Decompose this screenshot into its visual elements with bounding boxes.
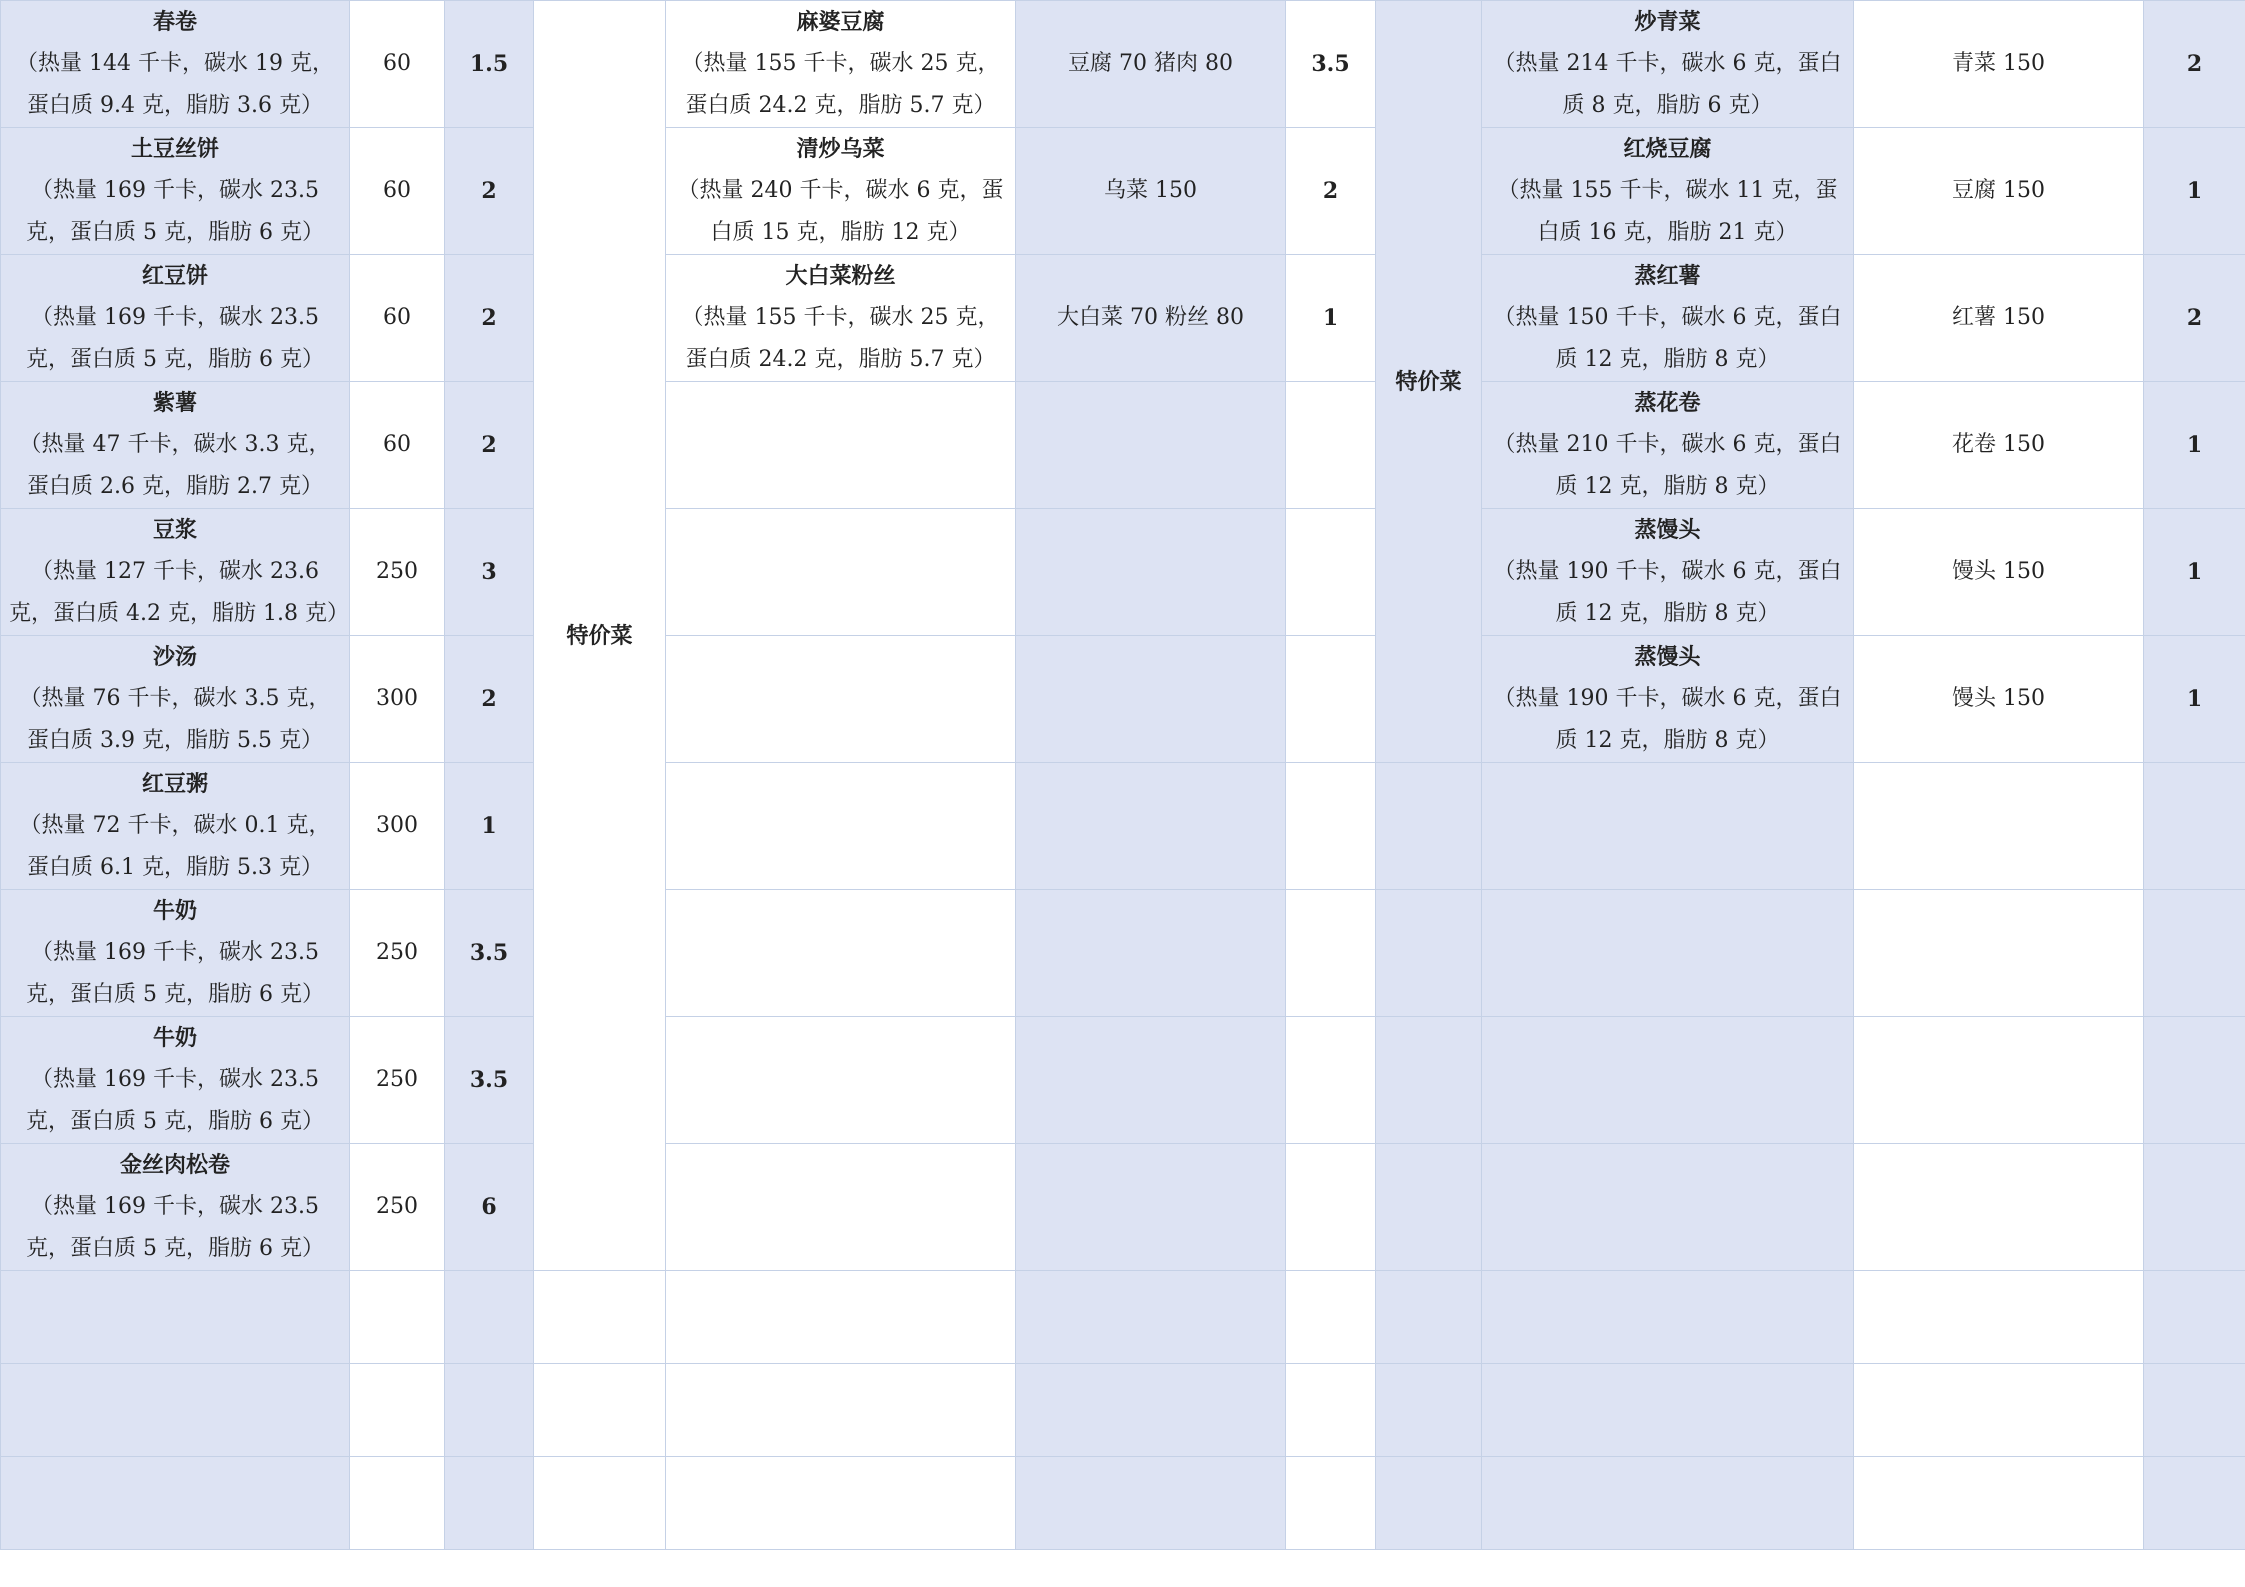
empty-cell: [2144, 1144, 2245, 1271]
dish-nutrition: （热量 76 千卡，碳水 3.5 克，蛋白质 3.9 克，脂肪 5.5 克）: [19, 686, 331, 753]
col1-price: 2: [445, 382, 534, 509]
dish-nutrition: （热量 155 千卡，碳水 25 克，蛋白质 24.2 克，脂肪 5.7 克）: [681, 51, 1000, 118]
empty-cell: [666, 1271, 1016, 1364]
col3-dish-cell: [1482, 509, 1854, 636]
menu-row: [1, 382, 2245, 509]
empty-cell: [1286, 509, 1376, 636]
dish-name: 炒青菜: [1634, 9, 1701, 35]
dish-name: 大白菜粉丝: [785, 263, 896, 289]
dish-name: 蒸馒头: [1634, 517, 1701, 543]
empty-cell: [1286, 763, 1376, 890]
empty-cell: [1376, 1271, 1482, 1364]
dish-name: 红豆粥: [141, 771, 208, 797]
col1-dish-cell: [1, 1017, 350, 1144]
empty-cell: [1854, 1457, 2144, 1550]
col2-price: 3.5: [1286, 1, 1376, 128]
menu-row: [1, 509, 2245, 636]
col1-qty: 60: [350, 128, 445, 255]
col3-ingredients: 青菜 150: [1854, 1, 2144, 128]
dish-nutrition: （热量 190 千卡，碳水 6 克，蛋白质 12 克，脂肪 8 克）: [1493, 559, 1842, 626]
col3-dish-cell: [1482, 636, 1854, 763]
col1-price: 1.5: [445, 1, 534, 128]
menu-row: [1, 1364, 2245, 1457]
col1-dish-cell: [1, 509, 350, 636]
col1-qty: 250: [350, 1144, 445, 1271]
dish-name: 红豆饼: [141, 263, 208, 289]
empty-cell: [666, 509, 1016, 636]
empty-cell: [1, 1364, 350, 1457]
empty-cell: [350, 1271, 445, 1364]
dish-name: 蒸红薯: [1634, 263, 1701, 289]
dish-name: 春卷: [152, 9, 197, 35]
empty-cell: [1286, 1017, 1376, 1144]
empty-cell: [350, 1457, 445, 1550]
dish-name: 麻婆豆腐: [796, 9, 885, 35]
dish-nutrition: （热量 150 千卡，碳水 6 克，蛋白质 12 克，脂肪 8 克）: [1493, 305, 1842, 372]
col3-dish-cell: [1482, 128, 1854, 255]
dish-nutrition: （热量 169 千卡，碳水 23.5 克，蛋白质 5 克，脂肪 6 克）: [26, 178, 324, 245]
empty-cell: [666, 763, 1016, 890]
col1-price: 3.5: [445, 1017, 534, 1144]
empty-cell: [1482, 1144, 1854, 1271]
empty-cell: [1, 1457, 350, 1550]
empty-cell: [445, 1271, 534, 1364]
empty-cell: [666, 382, 1016, 509]
empty-cell: [666, 1364, 1016, 1457]
empty-cell: [1016, 1017, 1286, 1144]
dish-nutrition: （热量 144 千卡，碳水 19 克，蛋白质 9.4 克，脂肪 3.6 克）: [16, 51, 334, 118]
empty-cell: [1016, 763, 1286, 890]
col3-ingredients: 馒头 150: [1854, 636, 2144, 763]
col1-dish-cell: [1, 128, 350, 255]
menu-row: [1, 763, 2245, 890]
empty-cell: [2144, 763, 2245, 890]
col3-price: 1: [2144, 128, 2245, 255]
col1-price: 6: [445, 1144, 534, 1271]
col2-dish-cell: [666, 1, 1016, 128]
col3-price: 2: [2144, 255, 2245, 382]
dish-name: 豆浆: [152, 517, 197, 543]
empty-cell: [534, 1364, 666, 1457]
empty-cell: [1286, 1364, 1376, 1457]
dish-nutrition: （热量 155 千卡，碳水 25 克，蛋白质 24.2 克，脂肪 5.7 克）: [681, 305, 1000, 372]
col1-dish-cell: [1, 1, 350, 128]
col3-dish-cell: [1482, 255, 1854, 382]
dish-name: 紫薯: [152, 390, 197, 416]
col1-qty: 250: [350, 509, 445, 636]
empty-cell: [1016, 636, 1286, 763]
menu-row: [1, 1017, 2245, 1144]
empty-cell: [2144, 890, 2245, 1017]
dish-nutrition: （热量 47 千卡，碳水 3.3 克，蛋白质 2.6 克，脂肪 2.7 克）: [19, 432, 331, 499]
empty-cell: [2144, 1271, 2245, 1364]
empty-cell: [1376, 1457, 1482, 1550]
empty-cell: [666, 1017, 1016, 1144]
col2-price: 2: [1286, 128, 1376, 255]
empty-cell: [1854, 1364, 2144, 1457]
empty-cell: [1854, 1017, 2144, 1144]
col1-dish-cell: [1, 636, 350, 763]
col1-dish-cell: [1, 763, 350, 890]
dish-nutrition: （热量 214 千卡，碳水 6 克，蛋白质 8 克，脂肪 6 克）: [1493, 51, 1842, 118]
col1-dish-cell: [1, 255, 350, 382]
empty-cell: [1376, 1144, 1482, 1271]
col3-ingredients: 红薯 150: [1854, 255, 2144, 382]
dish-nutrition: （热量 169 千卡，碳水 23.5 克，蛋白质 5 克，脂肪 6 克）: [26, 305, 324, 372]
dish-nutrition: （热量 240 千卡，碳水 6 克，蛋白质 15 克，脂肪 12 克）: [677, 178, 1004, 245]
col1-price: 3.5: [445, 890, 534, 1017]
empty-cell: [1376, 1017, 1482, 1144]
dish-nutrition: （热量 169 千卡，碳水 23.5 克，蛋白质 5 克，脂肪 6 克）: [26, 1067, 324, 1134]
dish-name: 牛奶: [152, 898, 197, 924]
menu-row: [1, 890, 2245, 1017]
empty-cell: [1482, 763, 1854, 890]
empty-cell: [350, 1364, 445, 1457]
dish-nutrition: （热量 127 千卡，碳水 23.6 克，蛋白质 4.2 克，脂肪 1.8 克）: [9, 559, 349, 626]
empty-cell: [1376, 1364, 1482, 1457]
empty-cell: [1016, 382, 1286, 509]
menu-row: [1, 1457, 2245, 1550]
col3-dish-cell: [1482, 1, 1854, 128]
empty-cell: [1286, 890, 1376, 1017]
empty-cell: [666, 890, 1016, 1017]
col3-price: 1: [2144, 509, 2245, 636]
empty-cell: [1854, 763, 2144, 890]
col3-ingredients: 馒头 150: [1854, 509, 2144, 636]
col1-price: 3: [445, 509, 534, 636]
menu-row: [1, 1144, 2245, 1271]
empty-cell: [2144, 1017, 2245, 1144]
dish-nutrition: （热量 72 千卡，碳水 0.1 克，蛋白质 6.1 克，脂肪 5.3 克）: [19, 813, 331, 880]
dish-name: 红烧豆腐: [1623, 136, 1712, 162]
col1-price: 1: [445, 763, 534, 890]
col1-qty: 60: [350, 1, 445, 128]
dish-name: 牛奶: [152, 1025, 197, 1051]
col2-dish-cell: [666, 255, 1016, 382]
empty-cell: [1482, 1271, 1854, 1364]
dish-nutrition: （热量 169 千卡，碳水 23.5 克，蛋白质 5 克，脂肪 6 克）: [26, 1194, 324, 1261]
menu-row: [1, 1, 2245, 128]
dish-name: 清炒乌菜: [796, 136, 885, 162]
menu-row: [1, 255, 2245, 382]
empty-cell: [1376, 890, 1482, 1017]
col2-ingredients: 乌菜 150: [1016, 128, 1286, 255]
col2-special-label: 特价菜: [534, 1, 666, 1271]
empty-cell: [1016, 890, 1286, 1017]
empty-cell: [1286, 1271, 1376, 1364]
dish-nutrition: （热量 210 千卡，碳水 6 克，蛋白质 12 克，脂肪 8 克）: [1493, 432, 1842, 499]
empty-cell: [2144, 1364, 2245, 1457]
empty-cell: [1016, 509, 1286, 636]
empty-cell: [1376, 763, 1482, 890]
col1-qty: 300: [350, 636, 445, 763]
col1-qty: 250: [350, 890, 445, 1017]
empty-cell: [1, 1271, 350, 1364]
col1-price: 2: [445, 636, 534, 763]
dish-name: 金丝肉松卷: [119, 1152, 230, 1178]
col3-ingredients: 豆腐 150: [1854, 128, 2144, 255]
col2-ingredients: 大白菜 70 粉丝 80: [1016, 255, 1286, 382]
col2-price: 1: [1286, 255, 1376, 382]
col1-dish-cell: [1, 890, 350, 1017]
empty-cell: [1854, 1271, 2144, 1364]
empty-cell: [666, 1144, 1016, 1271]
col2-ingredients: 豆腐 70 猪肉 80: [1016, 1, 1286, 128]
col2-dish-cell: [666, 128, 1016, 255]
col3-ingredients: 花卷 150: [1854, 382, 2144, 509]
menu-row: [1, 636, 2245, 763]
col3-price: 2: [2144, 1, 2245, 128]
empty-cell: [534, 1457, 666, 1550]
empty-cell: [1016, 1457, 1286, 1550]
empty-cell: [1854, 1144, 2144, 1271]
col3-price: 1: [2144, 636, 2245, 763]
empty-cell: [1286, 1457, 1376, 1550]
dish-name: 蒸花卷: [1634, 390, 1701, 416]
empty-cell: [1016, 1271, 1286, 1364]
col1-qty: 300: [350, 763, 445, 890]
col1-qty: 250: [350, 1017, 445, 1144]
empty-cell: [1016, 1144, 1286, 1271]
menu-row: [1, 128, 2245, 255]
empty-cell: [2144, 1457, 2245, 1550]
col1-qty: 60: [350, 382, 445, 509]
dish-name: 沙汤: [152, 644, 197, 670]
col1-price: 2: [445, 255, 534, 382]
col1-qty: 60: [350, 255, 445, 382]
empty-cell: [1482, 1364, 1854, 1457]
empty-cell: [666, 1457, 1016, 1550]
dish-name: 蒸馒头: [1634, 644, 1701, 670]
dish-name: 土豆丝饼: [130, 136, 219, 162]
col3-special-label: 特价菜: [1376, 1, 1482, 763]
empty-cell: [1286, 382, 1376, 509]
empty-cell: [445, 1364, 534, 1457]
empty-cell: [1286, 636, 1376, 763]
empty-cell: [445, 1457, 534, 1550]
col3-dish-cell: [1482, 382, 1854, 509]
empty-cell: [1854, 890, 2144, 1017]
empty-cell: [1286, 1144, 1376, 1271]
empty-cell: [1482, 1457, 1854, 1550]
col1-dish-cell: [1, 1144, 350, 1271]
empty-cell: [534, 1271, 666, 1364]
empty-cell: [1482, 1017, 1854, 1144]
empty-cell: [1016, 1364, 1286, 1457]
col1-price: 2: [445, 128, 534, 255]
menu-row: [1, 1271, 2245, 1364]
empty-cell: [1482, 890, 1854, 1017]
col1-dish-cell: [1, 382, 350, 509]
dish-nutrition: （热量 190 千卡，碳水 6 克，蛋白质 12 克，脂肪 8 克）: [1493, 686, 1842, 753]
dish-nutrition: （热量 155 千卡，碳水 11 克，蛋白质 16 克，脂肪 21 克）: [1497, 178, 1838, 245]
col3-price: 1: [2144, 382, 2245, 509]
dish-nutrition: （热量 169 千卡，碳水 23.5 克，蛋白质 5 克，脂肪 6 克）: [26, 940, 324, 1007]
empty-cell: [666, 636, 1016, 763]
